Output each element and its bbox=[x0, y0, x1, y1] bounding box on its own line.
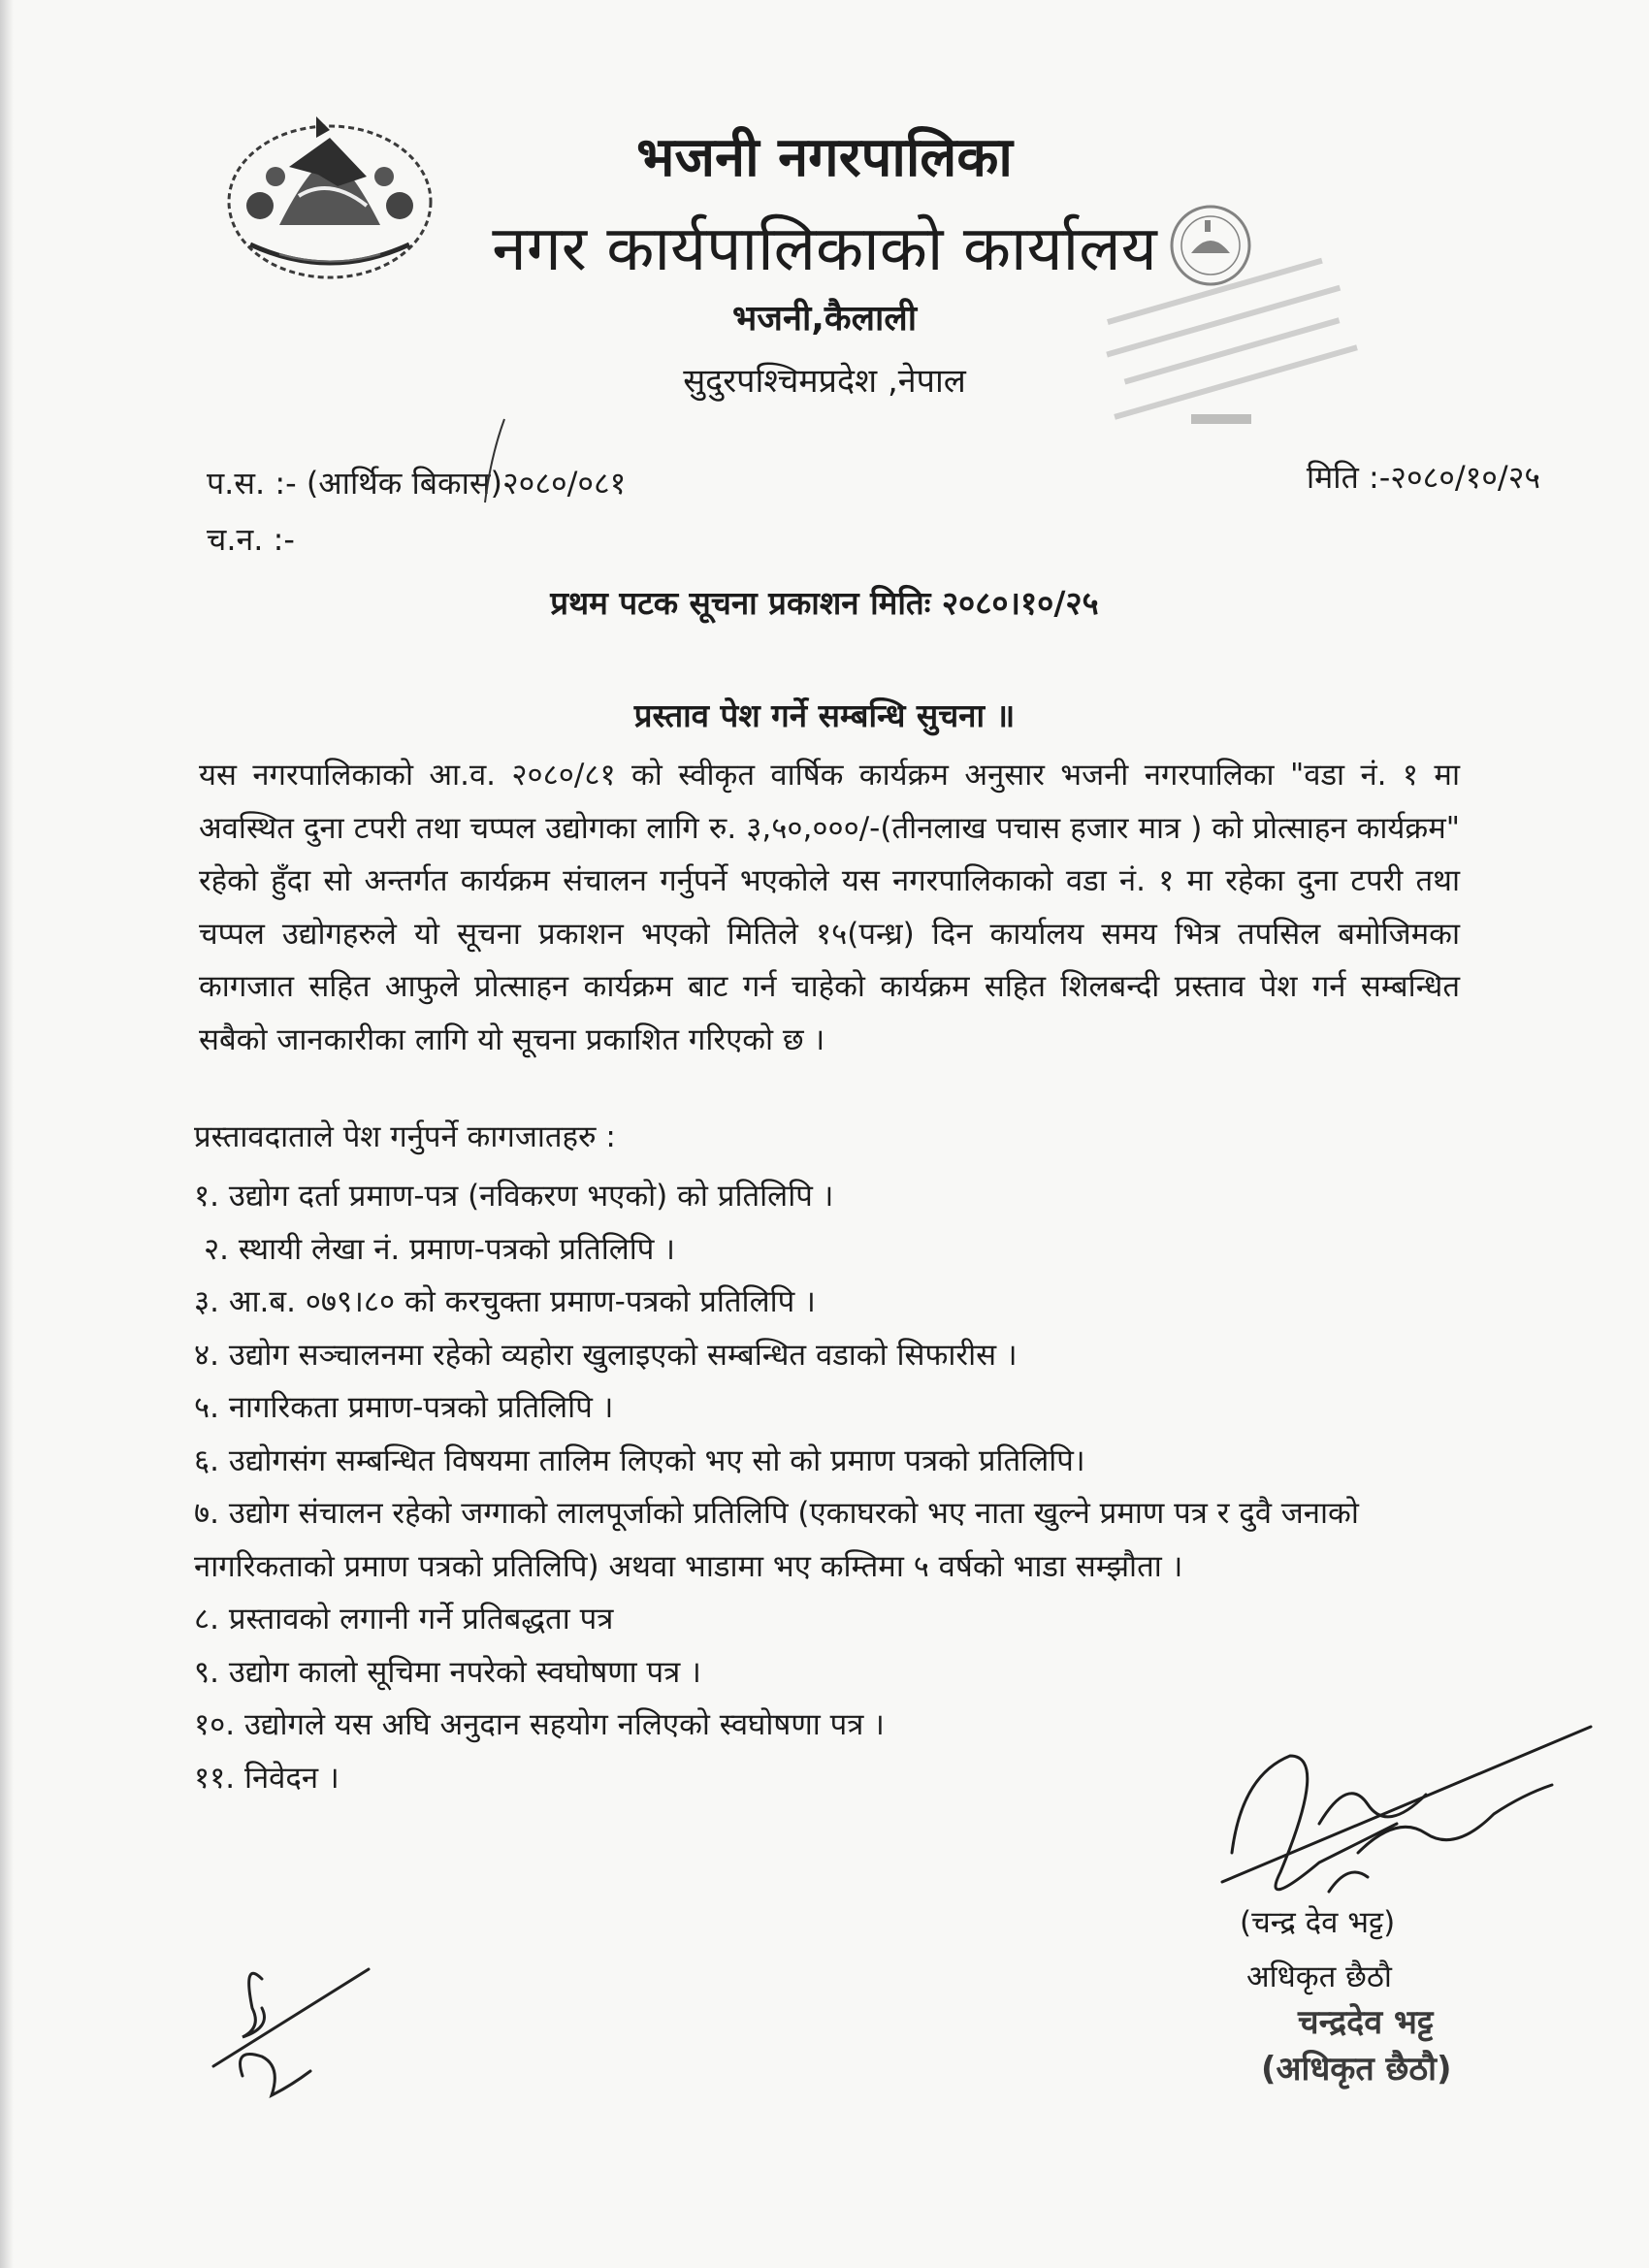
letter-date: मिति :-२०८०/१०/२५ bbox=[1306, 459, 1540, 496]
list-item: १०. उद्योगले यस अघि अनुदान सहयोग नलिएको स्वघोषणा पत्र । bbox=[194, 1707, 885, 1742]
list-item: ८. प्रस्तावको लगानी गर्ने प्रतिबद्धता पत्र bbox=[194, 1602, 614, 1636]
list-item: १. उद्योग दर्ता प्रमाण-पत्र (नविकरण भएको) को प्रतिलिपि । bbox=[194, 1179, 834, 1214]
list-item: ६. उद्योगसंग सम्बन्धित विषयमा तालिम लिएको भए सो को प्रमाण पत्रको प्रतिलिपि। bbox=[194, 1442, 1085, 1478]
notice-body: यस नगरपालिकाको आ.व. २०८०/८१ को स्वीकृत वार्षिक कार्यक्रम अनुसार भजनी नगरपालिका "वडा नं. १ मा अवस्थित दुना टपरी तथा चप्पल उद्योगका लागि रु. ३,५०,०००/-(तीनलाख पचास हजार मात्र ) को प्रोत्साहन कार्यक्रम" रहेको हुँदा सो अन्तर्गत कार्यक्रम संचालन गर्नुपर्ने भएकोले यस नगरपालिकाको वडा नं. १ मा रहेका दुना टपरी तथा चप्पल उद्योगहरुले यो सूचना प्रकाशन भएको मितिले १५(पन्ध्र) दिन कार्यालय समय भित्र तपसिल बमोजिमका कागजात सहित आफुले प्रोत्साहन कार्यक्रम बाट गर्न चाहेको कार्यक्रम सहित शिलबन्दी प्रस्ताव पेश गर्न सम्बन्धित सबैको जानकारीका लागि यो सूचना प्रकाशित गरिएको छ । bbox=[199, 758, 1460, 1057]
dispatch-number: च.न. :- bbox=[207, 521, 295, 558]
list-item: ७. उद्योग संचालन रहेको जग्गाको लालपूर्जाको प्रतिलिपि (एकाघरको भए नाता खुल्ने प्रमाण पत्र र दुवै जनाको नागरिकताको प्रमाण पत्रको प्रतिलिपि) अथवा भाडामा भए कम्तिमा ५ वर्षको भाडा सम्झौता । bbox=[194, 1496, 1359, 1584]
pen-stroke bbox=[475, 417, 514, 504]
stamp-name: चन्द्रदेव भट्ट bbox=[1298, 2003, 1434, 2042]
publish-date: प्रथम पटक सूचना प्रकाशन मितिः २०८०।१०/२५ bbox=[550, 584, 1099, 622]
handwritten-initials-icon bbox=[204, 1950, 398, 2115]
office-province: सुदुरपश्चिमप्रदेश ,नेपाल bbox=[683, 362, 966, 401]
list-item: ४. उद्योग सञ्चालनमा रहेको व्यहोरा खुलाइएको सम्बन्धित वडाको सिफारीस । bbox=[194, 1337, 1018, 1373]
list-item: ९. उद्योग कालो सूचिमा नपरेको स्वघोषणा पत्र । bbox=[194, 1654, 701, 1690]
reference-number: प.स. :- (आर्थिक बिकास)२०८०/०८१ bbox=[207, 465, 627, 502]
list-item: ३. आ.ब. ०७९।८० को करचुक्ता प्रमाण-पत्रको प्रतिलिपि । bbox=[194, 1284, 816, 1319]
documents-heading: प्रस्तावदाताले पेश गर्नुपर्ने कागजातहरु : bbox=[194, 1119, 616, 1154]
list-item: २. स्थायी लेखा नं. प्रमाण-पत्रको प्रतिलिपि । bbox=[204, 1231, 675, 1267]
list-item: ५. नागरिकता प्रमाण-पत्रको प्रतिलिपि । bbox=[194, 1390, 614, 1425]
stamp-title: (अधिकृत छैठौ) bbox=[1261, 2050, 1452, 2089]
documents-list bbox=[194, 1170, 1455, 1804]
signatory-title: अधिकृत छैठौ bbox=[1246, 1960, 1392, 1994]
office-name: नगर कार्यपालिकाको कार्यालय bbox=[492, 213, 1157, 285]
municipality-name: भजनी नगरपालिका bbox=[636, 126, 1013, 189]
list-item: ११. निवेदन । bbox=[194, 1760, 340, 1796]
signatory-name: (चन्द्र देव भट्ट) bbox=[1240, 1905, 1396, 1940]
office-location: भजनी,कैलाली bbox=[731, 299, 918, 339]
notice-subject: प्रस्ताव पेश गर्ने सम्बन्धि सुचना ॥ bbox=[633, 697, 1016, 734]
office-round-stamp-icon bbox=[1077, 199, 1368, 441]
